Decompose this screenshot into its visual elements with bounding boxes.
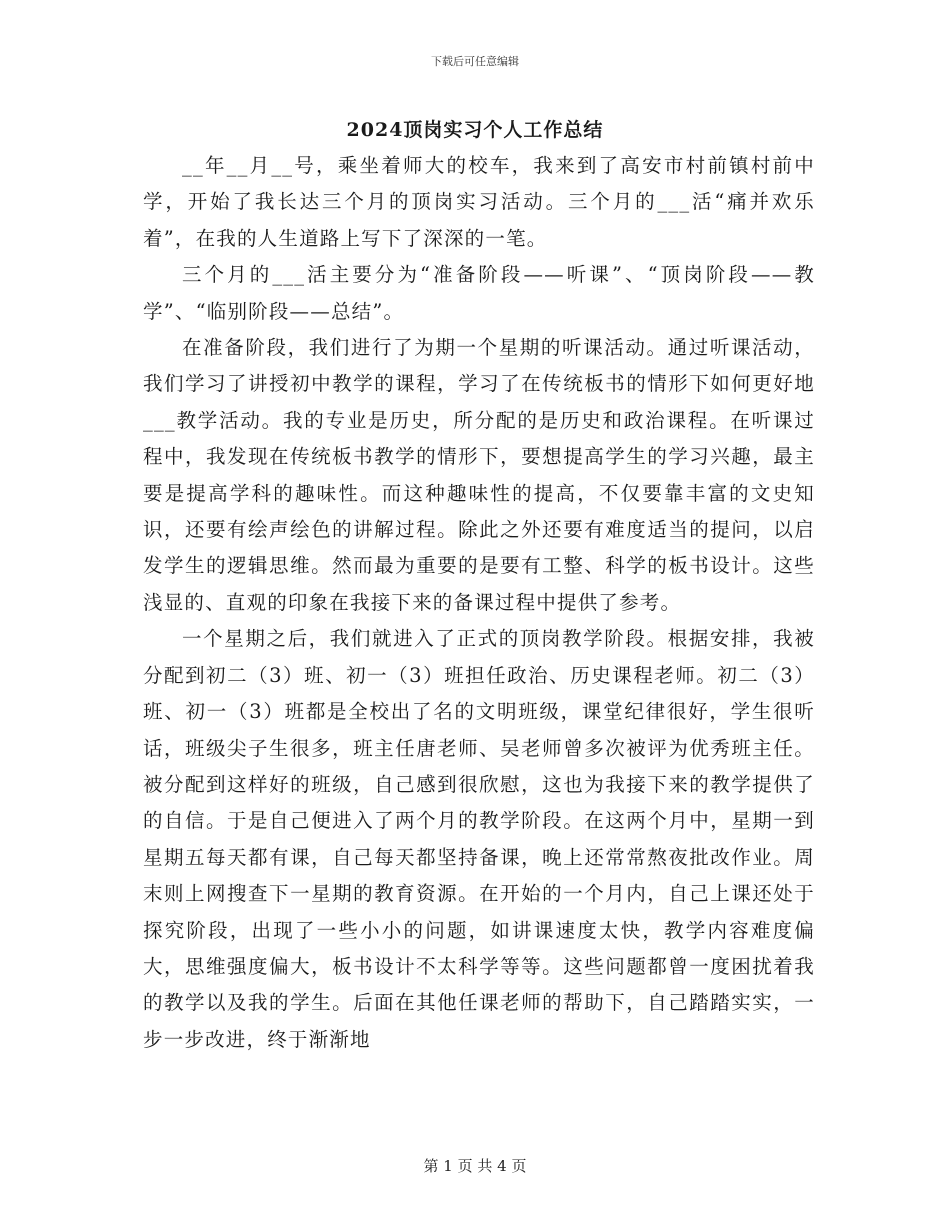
header-note: 下载后可任意编辑 [431, 55, 519, 68]
document-body [143, 148, 815, 1058]
paragraph: 一个星期之后，我们就进入了正式的顶岗教学阶段。根据安排，我被分配到初二（3）班、初一（3）班担任政治、历史课程老师。初二（3）班、初一（3）班都是全校出了名的文明班级，课堂纪律很好，学生很听话，班级尖子生很多，班主任唐老师、吴老师曾多次被评为优秀班主任。被分配到这样好的班级，自己感到很欣慰，这也为我接下来的教学提供了的自信。于是自己便进入了两个月的教学阶段。在这两个月中，星期一到星期五每天都有课，自己每天都坚持备课，晚上还常常熬夜批改作业。周末则上网搜查下一星期的教育资源。在开始的一个月内，自己上课还处于探究阶段，出现了一些小小的问题，如讲课速度太快，教学内容难度偏大，思维强度偏大，板书设计不太科学等等。这些问题都曾一度困扰着我的教学以及我的学生。后面在其他任课老师的帮助下，自己踏踏实实，一步一步改进，终于渐渐地 [143, 627, 815, 1051]
document-title: 2024顶岗实习个人工作总结 [346, 119, 604, 141]
paragraph: __年__月__号，乘坐着师大的校车，我来到了高安市村前镇村前中学，开始了我长达三个月的顶岗实习活动。三个月的___活“痛并欢乐着”，在我的人生道路上写下了深深的一笔。 [143, 154, 815, 250]
page-indicator: 第 1 页 共 4 页 [423, 1157, 527, 1175]
paragraph: 三个月的___活主要分为“准备阶段——听课”、“顶岗阶段——教学”、“临别阶段——总结”。 [143, 263, 815, 323]
paragraph: 在准备阶段，我们进行了为期一个星期的听课活动。通过听课活动，我们学习了讲授初中教学的课程，学习了在传统板书的情形下如何更好地___教学活动。我的专业是历史，所分配的是历史和政治课程。在听课过程中，我发现在传统板书教学的情形下，要想提高学生的学习兴趣，最主要是提高学科的趣味性。而这种趣味性的提高，不仅要靠丰富的文史知识，还要有绘声绘色的讲解过程。除此之外还要有难度适当的提问，以启发学生的逻辑思维。然而最为重要的是要有工整、科学的板书设计。这些浅显的、直观的印象在我接下来的备课过程中提供了参考。 [143, 336, 815, 614]
